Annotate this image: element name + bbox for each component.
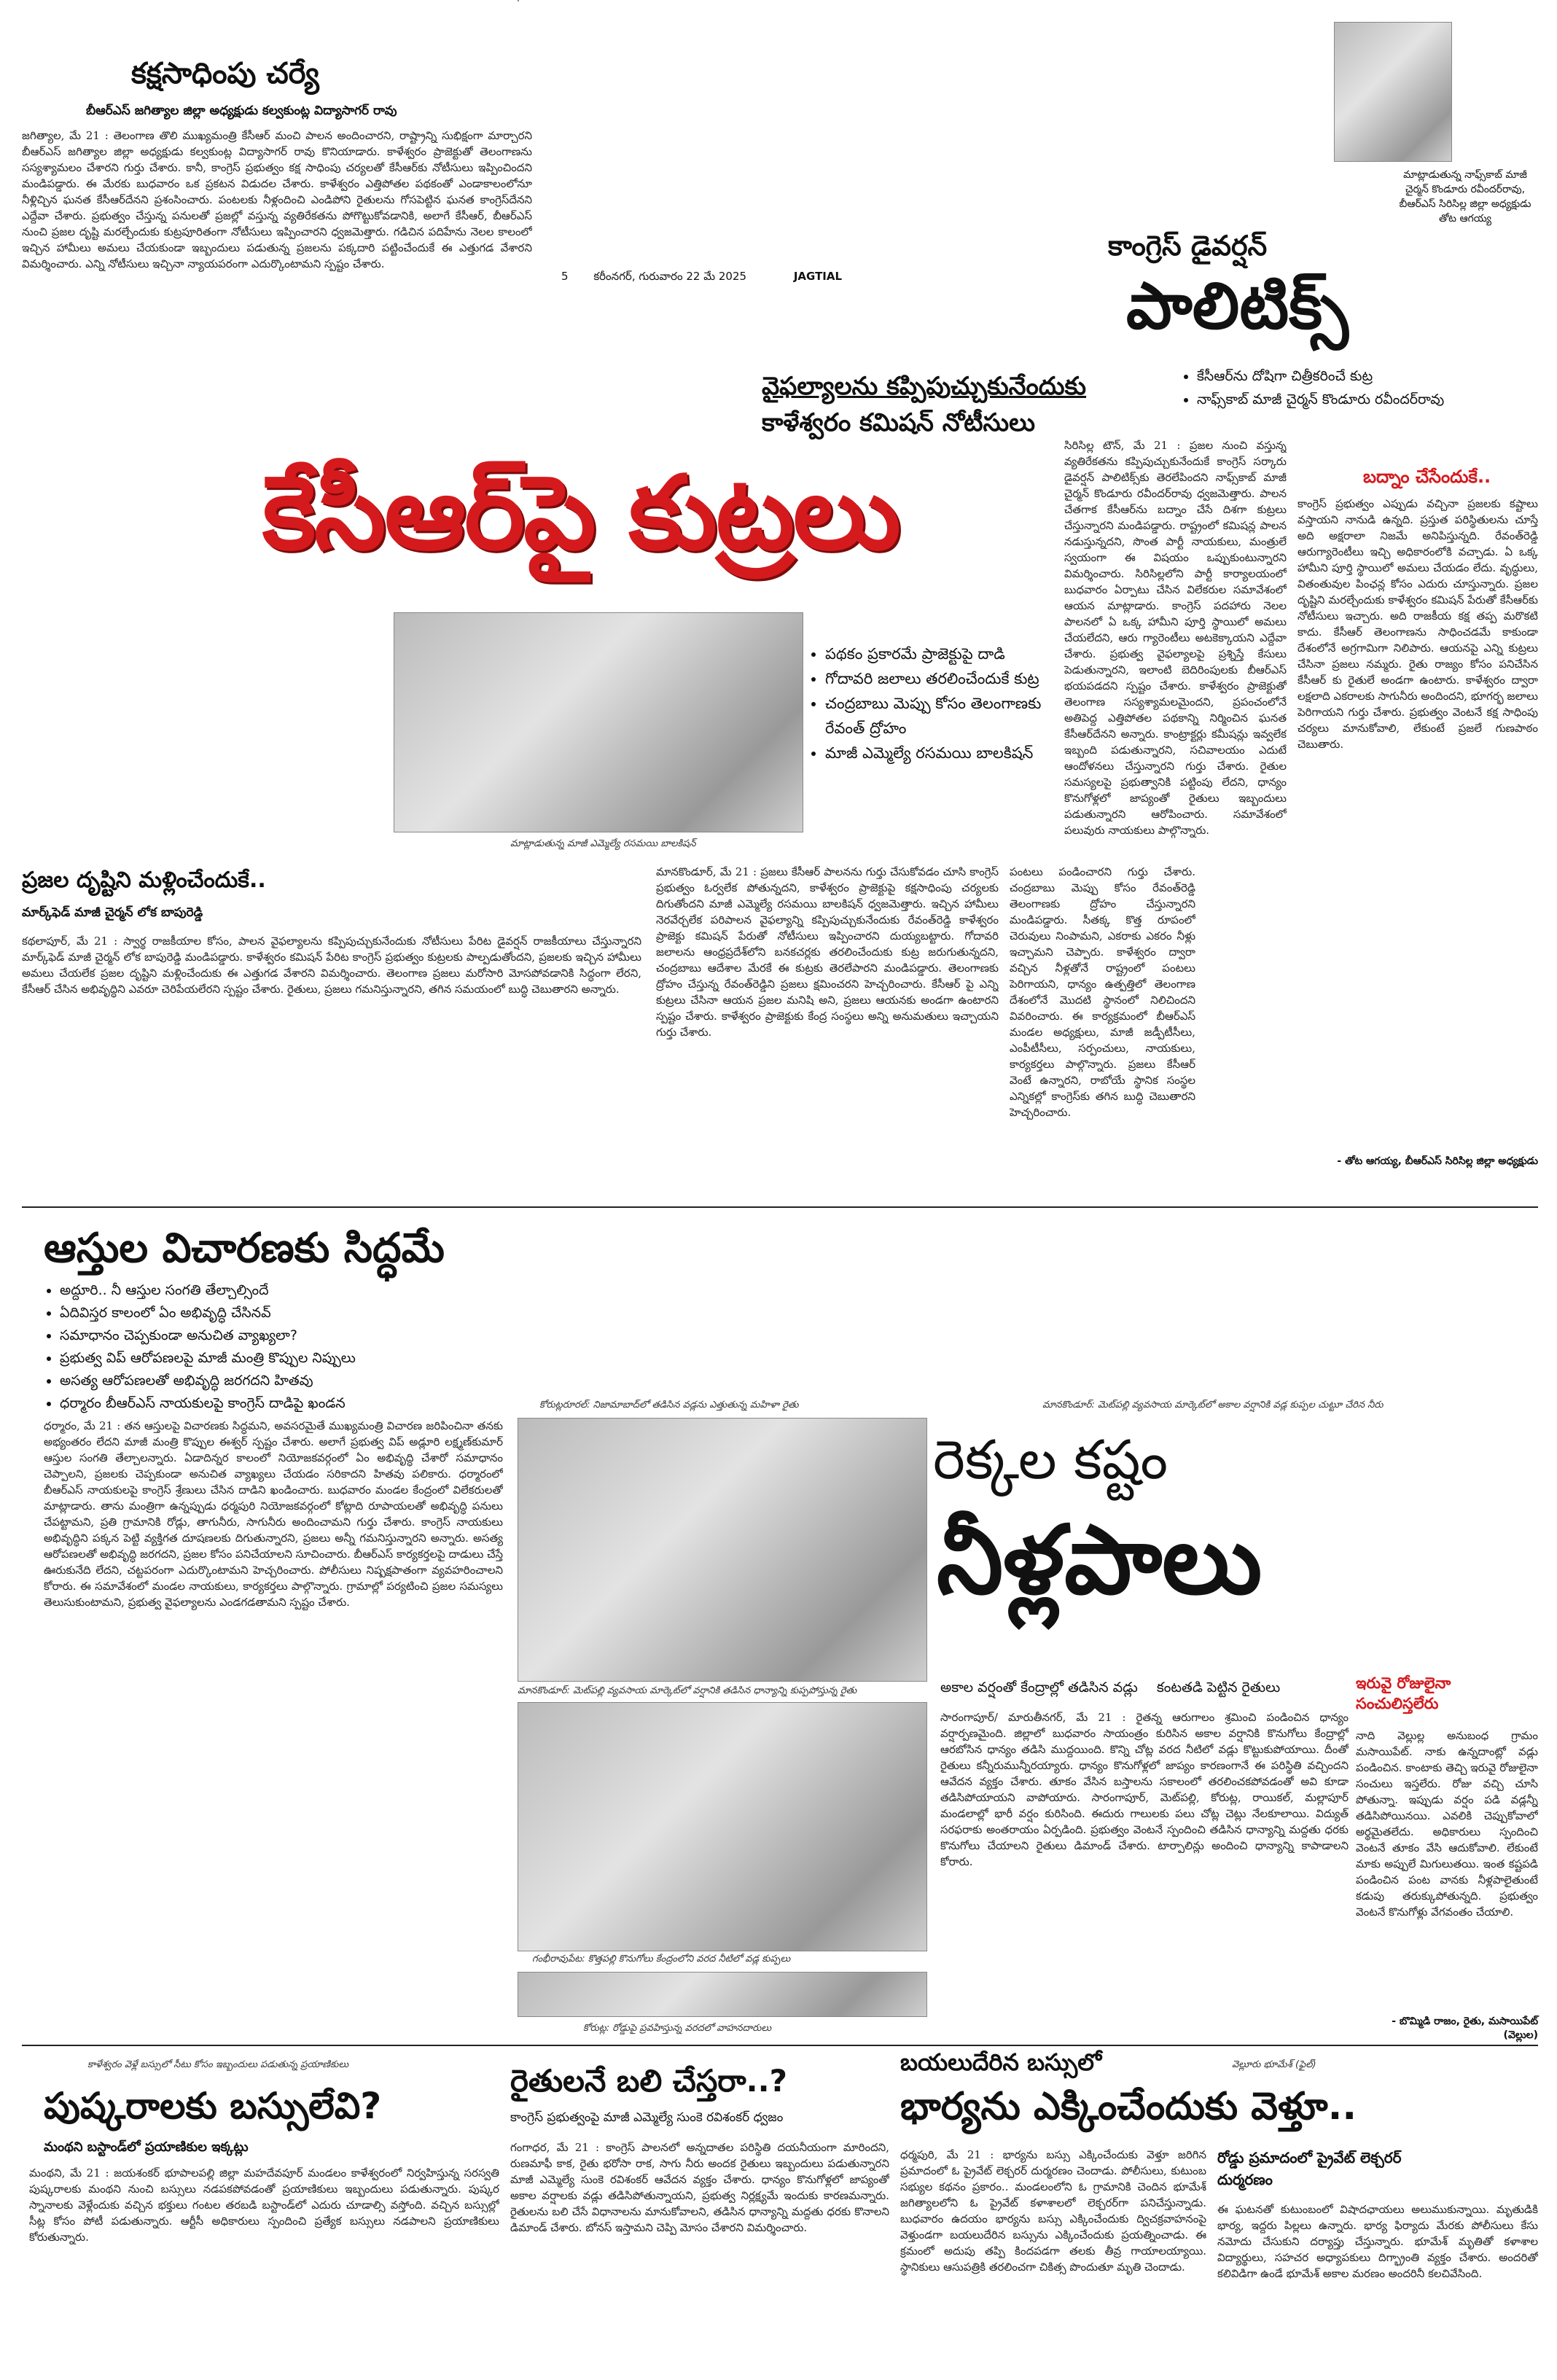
story6-body: సారంగాపూర్/ మారుతీనగర్, మే 21 : రైతన్న ఆరుగాలం శ్రమించి పండించిన ధాన్యం వర్షార్పణమైంది. జిల్లాలో బుధవారం సాయంత్రం కురిసిన అకాల వర్షానికి కొనుగోలు కేంద్రాల్లో ఆరబోసిన ధాన్యం తడిసి ముద్దయింది. కొన్ని చోట్ల వరద నీటిలో వడ్లు కొట్టుకుపోయాయి. దీంతో రైతులు కన్నీరుమున్నీరయ్యారు. ధాన్యం కొనుగోళ్లలో జాప్యం కారణంగానే ఈ పరిస్థితి వచ్చిందని ఆవేదన వ్యక్తం చేశారు. తూకం వేసిన బస్తాలను సకాలంలో తరలించకపోవడంతో అవి కూడా తడిసిపోయాయని వాపోయారు. సారంగాపూర్, మెట్‌పల్లి, కోరుట్ల, రాయికల్, మల్లాపూర్ మండలాల్లో భారీ వర్షం కురిసింది. ఈదురు గాలులకు పలు చోట్ల చెట్లు నేలకూలాయి. విద్యుత్ సరఫరాకు అంతరాయం ఏర్పడింది. ప్రభుత్వం వెంటనే స్పందించి తడిసిన ధాన్యాన్ని మద్దతు ధరకు కొనుగోలు చేయాలని రైతులు డిమాండ్ చేశారు. టార్పాలిన్లు అందించి ధాన్యాన్ని కాపాడాలని కోరారు. xyxy=(940,1711,1349,1868)
lead-bullet: • మాజీ ఎమ్మెల్యే రసమయి బాలకిషన్ xyxy=(825,741,1066,765)
divider-1 xyxy=(22,1206,1538,1208)
story10-side-head: రోడ్డు ప్రమాదంలో ప్రైవేట్ లెక్చరర్ దుర్మరణం xyxy=(1217,2149,1402,2188)
story5-headline: ఆస్తుల విచారణకు సిద్ధమే xyxy=(44,1225,445,1272)
page-number: 5 xyxy=(561,270,569,283)
story5-bullet: • అసత్య ఆరోపణలతో అభివృద్ధి జరగదని హితవు xyxy=(60,1370,512,1392)
lead-bullet: • పథకం ప్రకారమే ప్రాజెక్టుపై దాడి xyxy=(825,641,1066,666)
story5-bullet: • సమాధానం చెప్పకుండా అనుచిత వ్యాఖ్యలా? xyxy=(60,1324,512,1347)
story4-body: కాంగ్రెస్ ప్రభుత్వం ఎప్పుడు వచ్చినా ప్రజలకు కష్టాలు వస్తాయని నానుడి ఉన్నది. ప్రస్తుత పరిస్థితులను చూస్తే అది అక్షరాలా నిజమే అనిపిస్తున్నది. రేవంత్‌రెడ్డి ఆరుగ్యారెంటీలు ఇచ్చి అధికారంలోకి వచ్చాడు. ఏ ఒక్క హామీని పూర్తి స్థాయిలో అమలు చేయడం లేదు. వృద్ధులు, వితంతువుల పింఛన్ల కోసం ఎదురు చూస్తున్నారు. ప్రజల దృష్టిని మరల్చేందుకు కాళేశ్వరం కమిషన్ పేరుతో కేసీఆర్‌కు నోటీసులు ఇచ్చారు. అది రాజకీయ కక్ష తప్ప మరొకటి కాదు. కేసీఆర్ తెలంగాణను సాధించడమే కాకుండా దేశంలోనే అగ్రగామిగా నిలిపారు. ఆయనపై ఎన్ని కుట్రలు చేసినా ప్రజలు నమ్మరు. రైతు రాజ్యం కోసం పనిచేసిన కేసీఆర్ కు రైతులే అండగా ఉంటారు. కాళేశ్వరం ద్వారా లక్షలాది ఎకరాలకు సాగునీరు అందిందని, భూగర్భ జలాలు పెరిగాయని గుర్తు చేశారు. ప్రభుత్వం వెంటనే కక్ష సాధింపు చర్యలు మానుకోవాలి, లేకుంటే ప్రజలే గుణపాఠం చెబుతారు. xyxy=(1298,497,1538,751)
story3-photo xyxy=(1334,22,1452,162)
story2-headline: ప్రజల దృష్టిని మళ్లించేందుకే.. xyxy=(22,867,266,893)
story9-byline: కాంగ్రెస్ ప్రభుత్వంపై మాజీ ఎమ్మెల్యే సుంకె రవిశంకర్ ధ్వజం xyxy=(510,2110,784,2125)
story6-caption-5: కోరుట్ల: రోడ్డుపై ప్రవహిస్తున్న వరదలో వాహనదారులు xyxy=(583,2023,772,2034)
story1-byline: బీఆర్ఎస్ జగిత్యాల జిల్లా అధ్యక్షుడు కల్వకుంట్ల విద్యాసాగర్ రావు xyxy=(86,104,397,118)
story3-side-caption: మాట్లాడుతున్న నాఫ్స్‌కాబ్ మాజీ చైర్మన్ కొండూరు రవీందర్‌రావు, బీఆర్ఎస్ సిరిసిల్ల జిల్లా అధ్యక్షుడు తోట ఆగయ్య xyxy=(1399,169,1531,225)
story6-photo-1 xyxy=(518,1418,927,1682)
lead-body-2: పంటలు పండించారని గుర్తు చేశారు. చంద్రబాబు మెప్పు కోసం రేవంత్‌రెడ్డి తెలంగాణకు ద్రోహం చేస్తున్నారని మండిపడ్డారు. సీతక్క కొత్త రూపంలో చెరువులు నింపామని, ఎకరాకు ఎకరం నీళ్లు ఇచ్చామని చెప్పారు. కాళేశ్వరం ద్వారా వచ్చిన నీళ్లతోనే రాష్ట్రంలో పంటలు పెరిగాయని, ధాన్యం ఉత్పత్తిలో తెలంగాణ దేశంలోనే మొదటి స్థానంలో నిలిచిందని వివరించారు. ఈ కార్యక్రమంలో బీఆర్ఎస్ మండల అధ్యక్షులు, మాజీ జడ్పీటీసీలు, ఎంపీటీసీలు, సర్పంచులు, నాయకులు, కార్యకర్తలు పాల్గొన్నారు. ప్రజలు కేసీఆర్ వెంటే ఉన్నారని, రాబోయే స్థానిక సంస్థల ఎన్నికల్లో కాంగ్రెస్‌కు తగిన బుద్ధి చెబుతారని హెచ్చరించారు. xyxy=(1010,865,1195,1119)
story6-photo-1 xyxy=(518,0,519,1)
story6-bullet: అకాల వర్షంతో కేంద్రాల్లో తడిసిన వడ్లు xyxy=(940,1679,1138,1696)
story5-bullet: • ప్రభుత్వ విప్ ఆరోపణలపై మాజీ మంత్రి కొప్పుల నిప్పులు xyxy=(60,1347,512,1370)
story9-headline: రైతులనే బలి చేస్తరా..? xyxy=(510,2063,787,2099)
lead-photo-caption: మాట్లాడుతున్న మాజీ ఎమ్మెల్యే రసమయి బాలకిషన్ xyxy=(510,838,696,849)
story4-sign: - తోట ఆగయ్య, బీఆర్ఎస్ సిరిసిల్ల జిల్లా అధ్యక్షుడు xyxy=(1337,1155,1538,1167)
story5-bullets xyxy=(44,1279,512,1415)
story6-caption-2: మానకొండూర్: మెట్‌పల్లి వ్యవసాయ మార్కెట్‌లో అకాల వర్షానికి వడ్ల కుప్పల చుట్టూ చేరిన నీరు xyxy=(1042,1400,1384,1411)
lead-bullet: • గోదావరి జలాలు తరలించేందుకే కుట్ర xyxy=(825,666,1066,691)
story5-bullet: • అద్దూరి.. నీ ఆస్తుల సంగతి తేల్చాల్సిందే xyxy=(60,1279,512,1302)
lead-headline: కేసీఆర్‌పై కుట్రలు xyxy=(262,454,900,573)
lead-kicker-1: వైఫల్యాలను కప్పిపుచ్చుకునేందుకు xyxy=(762,372,1087,401)
story8-kicker: కాళేశ్వరం వెళ్లే బస్సులో సీటు కోసం ఇబ్బందులు పడుతున్న ప్రయాణికులు xyxy=(87,2059,349,2070)
story7-body: నాది వెల్లుల్ల అనుబంధ గ్రామం మసాయిపేట్. నాకు ఉన్నదాంట్లో వడ్లు పండించిన. కాంటాకు తెచ్చి ఇరువై రోజులైనా సంచులు ఇస్తలేరు. రోజు వచ్చి చూసి పోతున్నా. ఇప్పుడు వర్షం పడి వడ్లన్నీ తడిసిపోయినయి. ఎవలికి చెప్పుకోవాలో అర్థమైతలేదు. అధికారులు స్పందించి వెంటనే తూకం వేసి ఆదుకోవాలి. లేకుంటే మాకు అప్పులే మిగులుతయి. ఇంత కష్టపడి పండించిన పంట వానకు నీళ్లపాలైతుంటే కడుపు తరుక్కుపోతున్నది. ప్రభుత్వం వెంటనే కొనుగోళ్లు వేగవంతం చేయాలి. xyxy=(1356,1729,1538,1919)
lead-body-1: మానకొండూర్, మే 21 : ప్రజలు కేసీఆర్ పాలనను గుర్తు చేసుకోవడం చూసి కాంగ్రెస్ ప్రభుత్వం ఓర్వలేక పోతున్నదని, కాళేశ్వరం ప్రాజెక్టుపై కక్షసాధింపు చర్యలకు దిగుతోందని మాజీ ఎమ్మెల్యే రసమయి బాలకిషన్ ధ్వజమెత్తారు. ఇచ్చిన హామీలు నెరవేర్చలేక పరిపాలన వైఫల్యాన్ని కప్పిపుచ్చుకునేందుకు రేవంత్‌రెడ్డి కాళేశ్వరం ప్రాజెక్టు కమిషన్ పేరుతో నోటీసులు ఇప్పించారని దుయ్యబట్టారు. గోదావరి జలాలను ఆంధ్రప్రదేశ్‌లోని బనకచర్లకు తరలించేందుకు కుట్ర జరుగుతున్నదని, చంద్రబాబు ఆదేశాల మేరకే ఈ కుట్రకు తెరలేపారని మండిపడ్డారు. తెలంగాణకు ద్రోహం చేస్తున్న రేవంత్‌రెడ్డిని ప్రజలు క్షమించరని హెచ్చరించారు. కేసీఆర్ పై ఎన్ని కుట్రలు చేసినా ఆయన ప్రజల మనిషి అని, ప్రజలు ఆయనకు అండగా ఉంటారని స్పష్టం చేశారు. కాళేశ్వరం ప్రాజెక్టుకు కేంద్ర సంస్థలు అన్ని అనుమతులు ఇచ్చాయని గుర్తు చేశారు. xyxy=(656,865,999,1039)
story8-headline: పుష్కరాలకు బస్సులేవి? xyxy=(44,2085,382,2127)
story6-caption-3: మానకొండూర్: మెట్‌పల్లి వ్యవసాయ మార్కెట్‌లో వర్షానికి తడిసిన ధాన్యాన్ని కుప్పపోస్తున్న రైతు xyxy=(518,1685,857,1696)
story10-headline: భార్యను ఎక్కించేందుకు వెళ్తూ.. xyxy=(900,2085,1357,2129)
story6-caption-1: కోరుట్లరూరల్: నిజామాబాద్‌లో తడిసిన వడ్లను ఎత్తుతున్న మహిళా రైతు xyxy=(539,1400,799,1411)
story10-photo-caption: వెల్లూరు భూమేశ్ (ఫైల్) xyxy=(1232,2059,1316,2070)
story2-body: కథలాపూర్, మే 21 : స్వార్థ రాజకీయాల కోసం, పాలన వైఫల్యాలను కప్పిపుచ్చుకునేందుకు నోటీసులు పేరిట డైవర్షన్ రాజకీయాలు చేస్తున్నారని మార్క్‌ఫెడ్ మాజీ చైర్మన్ లోక బాపురెడ్డి మండిపడ్డారు. కాళేశ్వరం కమిషన్ పేరిట కాంగ్రెస్ ప్రభుత్వం కుట్రలకు పాల్పడుతోందని, ప్రజలకు ఇచ్చిన హామీలు అమలు చేయలేక ప్రజల దృష్టిని మళ్లించేందుకు ఈ ఎత్తుగడ వేశారని విమర్శించారు. తెలంగాణ ప్రజలు మరోసారి మోసపోవడానికి సిద్ధంగా లేరని, కేసీఆర్ చేసిన అభివృద్ధిని ఎవరూ చెరిపేయలేరని స్పష్టం చేశారు. రైతులు, ప్రజలు గమనిస్తున్నారని, తగిన సమయంలో బుద్ధి చెబుతారని అన్నారు. xyxy=(22,935,641,996)
story6-photo-3 xyxy=(518,1972,927,2017)
story3-bullets xyxy=(1181,364,1554,411)
story1-body: జగిత్యాల, మే 21 : తెలంగాణ తొలి ముఖ్యమంత్రి కేసీఆర్ మంచి పాలన అందించారని, రాష్ట్రాన్ని సుభిక్షంగా మార్చారని బీఆర్ఎస్ జగిత్యాల జిల్లా అధ్యక్షుడు కల్వకుంట్ల విద్యాసాగర్ రావు కొనియాడారు. కాళేశ్వరం ప్రాజెక్టుతో తెలంగాణను సస్యశ్యామలం చేశారని గుర్తు చేశారు. కానీ, కాంగ్రెస్ ప్రభుత్వం కక్ష సాధింపు చర్యలతో కేసీఆర్‌కు నోటీసులు ఇప్పించిందని మండిపడ్డారు. ఈ మేరకు బుధవారం ఒక ప్రకటన విడుదల చేశారు. కాళేశ్వరం ఎత్తిపోతల పథకంతో ఎండాకాలంలోనూ నీళ్లిచ్చిన ఘనత కేసీఆర్‌దేనని ప్రశంసించారు. పంటలకు నీళ్లందించి ఎండిపోని రైతులను గోసపెట్టిన ఘనత కాంగ్రెస్‌దేనని ఎద్దేవా చేశారు. ప్రభుత్వం చేస్తున్న పనులతో ప్రజల్లో వస్తున్న వ్యతిరేకతను పోగొట్టుకోవడానికి, అలాగే కేసీఆర్, బీఆర్ఎస్ నుంచి ప్రజల దృష్టి మరల్చేందుకు కుట్రపూరితంగా నోటీసులు ఇప్పించారని ధ్వజమెత్తారు. గడిచిన పదిహేను నెలల కాలంలో ఇచ్చిన హామీలు అమలు చేయకుండా ఇబ్బందులు పడుతున్న ప్రజలను పక్కదారి పట్టించేందుకే ఈ ఎత్తుగడ వేశారని విమర్శించారు. ఎన్ని నోటీసులు ఇచ్చినా న్యాయపరంగా ఎదుర్కొంటామని స్పష్టం చేశారు. xyxy=(22,129,532,270)
story1-headline: కక్షసాధింపు చర్యే xyxy=(131,57,319,90)
divider-2 xyxy=(22,2045,1538,2046)
story7-headline: ఇరువై రోజులైనా సంచులిస్తలేరు xyxy=(1356,1674,1451,1712)
story6-headline: నీళ్లపాలు xyxy=(937,1505,1263,1615)
story8-byline: మంథని బస్టాండ్‌లో ప్రయాణికుల ఇక్కట్లు xyxy=(44,2139,249,2155)
story6-bullets xyxy=(940,1677,1349,1698)
story5-bullet: • ధర్మారం బీఆర్ఎస్ నాయకులపై కాంగ్రెస్ దాడిపై ఖండన xyxy=(60,1392,512,1415)
dateline: కరీంనగర్, గురువారం 22 మే 2025 xyxy=(593,270,747,283)
masthead xyxy=(561,270,999,292)
story9-body: గంగాధర, మే 21 : కాంగ్రెస్ పాలనలో అన్నదాతల పరిస్థితి దయనీయంగా మారిందని, రుణమాఫీ కాక, రైతు భరోసా రాక, సాగు నీరు అందక రైతులు ఇబ్బందులు పడుతున్నారని మాజీ ఎమ్మెల్యే సుంకె రవిశంకర్ ఆవేదన వ్యక్తం చేశారు. ధాన్యం కొనుగోళ్లలో జాప్యంతో అకాల వర్షాలకు వడ్లు తడిసిపోతున్నాయని, ప్రభుత్వ నిర్లక్ష్యమే ఇందుకు కారణమన్నారు. రైతులను బలి చేసే విధానాలను మానుకోవాలని, తడిసిన ధాన్యాన్ని మద్దతు ధరకు కొనాలని డిమాండ్ చేశారు. బోనస్ ఇస్తామని చెప్పి మోసం చేశారని విమర్శించారు. xyxy=(510,2141,889,2234)
story3-bullet: • నాఫ్స్‌కాబ్ మాజీ చైర్మన్ కొండూరు రవీందర్‌రావు xyxy=(1197,388,1554,411)
lead-kicker-2: కాళేశ్వరం కమిషన్ నోటీసులు xyxy=(762,408,1035,437)
story5-body: ధర్మారం, మే 21 : తన ఆస్తులపై విచారణకు సిద్ధమని, అవసరమైతే ముఖ్యమంత్రి విచారణ జరిపించినా తనకు అభ్యంతరం లేదని మాజీ మంత్రి కొప్పుల ఈశ్వర్ స్పష్టం చేశారు. అలాగే ప్రభుత్వ విప్ అడ్లూరి లక్ష్మణ్‌కుమార్ ఆస్తుల సంగతి తేల్చాలన్నారు. ఏడాదిన్నర కాలంలో నియోజకవర్గంలో ఏం అభివృద్ధి చేశారో సమాధానం చెప్పాలని, ప్రజలకు చెప్పకుండా అనుచిత వ్యాఖ్యలు చేయడం సరికాదని హితవు పలికారు. ధర్మారంలో బీఆర్ఎస్ నాయకులపై కాంగ్రెస్ శ్రేణులు చేసిన దాడిని ఖండించారు. బుధవారం మండల కేంద్రంలో విలేకరులతో మాట్లాడారు. తాను మంత్రిగా ఉన్నప్పుడు ధర్మపురి నియోజకవర్గంలో కోట్లాది రూపాయలతో అభివృద్ధి పనులు చేపట్టామని, ప్రతి గ్రామానికి రోడ్లు, తాగునీరు, సాగునీరు అందించామని గుర్తు చేశారు. కాంగ్రెస్ నాయకులు అభివృద్ధిని పక్కన పెట్టి వ్యక్తిగత దూషణలకు దిగుతున్నారని, ప్రజలు అన్నీ గమనిస్తున్నారని అన్నారు. అసత్య ఆరోపణలతో అభివృద్ధి జరగదని, ప్రజల కోసం పనిచేయాలని సూచించారు. బీఆర్ఎస్ కార్యకర్తలపై దాడులు చేస్తే ఊరుకునేది లేదని, చట్టపరంగా ఎదుర్కొంటామని హెచ్చరించారు. పోలీసులు నిష్పక్షపాతంగా వ్యవహరించాలని కోరారు. ఈ సమావేశంలో మండల నాయకులు, కార్యకర్తలు పాల్గొన్నారు. గ్రామాల్లో పర్యటించి ప్రజల సమస్యలు తెలుసుకుంటామని, ప్రభుత్వ వైఫల్యాలను ఎండగడతామని స్పష్టం చేశారు. xyxy=(44,1419,503,1609)
story4-headline: బద్నాం చేసేందుకే.. xyxy=(1363,467,1491,487)
story10-kicker: బయలుదేరిన బస్సులో xyxy=(900,2048,1102,2076)
story7-sign: - బొమ్మిడి రాజం, రైతు, మసాయిపేట్ (వెల్లుల) xyxy=(1392,2016,1538,2041)
story5-bullet: • ఏదివిస్తర కాలంలో ఏం అభివృద్ధి చేసినవ్ xyxy=(60,1302,512,1324)
story10-body-2: ఈ ఘటనతో కుటుంబంలో విషాదఛాయలు అలుముకున్నాయి. మృతుడికి భార్య, ఇద్దరు పిల్లలు ఉన్నారు. భార్య ఫిర్యాదు మేరకు పోలీసులు కేసు నమోదు చేసుకుని దర్యాప్తు చేస్తున్నారు. భూమేశ్ మృతితో కళాశాల విద్యార్థులు, సహచర అధ్యాపకులు దిగ్భ్రాంతి వ్యక్తం చేశారు. అందరితో కలివిడిగా ఉండే భూమేశ్ అకాల మరణం అందరినీ కలచివేసింది. xyxy=(1217,2203,1538,2280)
story3-body: సిరిసిల్ల టౌన్, మే 21 : ప్రజల నుంచి వస్తున్న వ్యతిరేకతను కప్పిపుచ్చుకునేందుకే కాంగ్రెస్ సర్కారు డైవర్షన్ పాలిటిక్స్‌కు తెరలేపిందని నాఫ్స్‌కాబ్ మాజీ చైర్మన్ కొండూరు రవీందర్‌రావు ధ్వజమెత్తారు. పాలన చేతగాక కేసీఆర్‌ను బద్నాం చేసే దిశగా కుట్రలు చేస్తున్నారని మండిపడ్డారు. రాష్ట్రంలో కమిషన్ల పాలన నడుస్తున్నదని, సొంత పార్టీ నాయకులు, మంత్రులే స్వయంగా ఈ విషయం ఒప్పుకుంటున్నారని విమర్శించారు. సిరిసిల్లలోని పార్టీ కార్యాలయంలో బుధవారం ఏర్పాటు చేసిన విలేకరుల సమావేశంలో ఆయన మాట్లాడారు. కాంగ్రెస్ పదహారు నెలల పాలనలో ఏ ఒక్క హామీని పూర్తి స్థాయిలో అమలు చేయలేదని, ఆరు గ్యారెంటీలు అటకెక్కాయని ఎద్దేవా చేశారు. ప్రభుత్వ వైఫల్యాలపై ప్రశ్నిస్తే కేసులు పెడుతున్నారని, ఇలాంటి బెదిరింపులకు బీఆర్ఎస్ భయపడదని స్పష్టం చేశారు. కాళేశ్వరం ప్రాజెక్టుతో తెలంగాణ సస్యశ్యామలమైందని, ప్రపంచంలోనే అతిపెద్ద ఎత్తిపోతల పథకాన్ని నిర్మించిన ఘనత కేసీఆర్‌దేనని అన్నారు. కాంట్రాక్టర్లు కమీషన్లు ఇవ్వలేక ఇబ్బంది పడుతున్నారని, సచివాలయం ఎదుటే ఆందోళనలు చేస్తున్నారని గుర్తు చేశారు. రైతుల సమస్యలపై ప్రభుత్వానికి పట్టింపు లేదని, ధాన్యం కొనుగోళ్లలో జాప్యంతో రైతులు ఇబ్బందులు పడుతున్నారని ఆరోపించారు. సమావేశంలో పలువురు నాయకులు పాల్గొన్నారు. xyxy=(1064,439,1287,837)
lead-bullet: • చంద్రబాబు మెప్పు కోసం తెలంగాణకు రేవంత్ ద్రోహం xyxy=(825,691,1066,741)
story8-body: మంథని, మే 21 : జయశంకర్ భూపాలపల్లి జిల్లా మహదేవపూర్ మండలం కాళేశ్వరంలో నిర్వహిస్తున్న సరస్వతి పుష్కరాలకు మంథని నుంచి బస్సులు నడపకపోవడంతో ప్రయాణికులు ఇబ్బందులు పడుతున్నారు. పుష్కర స్నానాలకు వెళ్లేందుకు వచ్చిన భక్తులు గంటల తరబడి బస్టాండ్‌లో ఎదురు చూడాల్సి వస్తోంది. వచ్చిన బస్సుల్లో సీట్ల కోసం పోటీ పడుతున్నారు. ఆర్టీసీ అధికారులు స్పందించి ప్రత్యేక బస్సులు నడపాలని ప్రయాణికులు కోరుతున్నారు. xyxy=(29,2166,499,2244)
story6-photo-2 xyxy=(518,1702,927,1951)
lead-photo xyxy=(394,612,803,832)
story3-kicker: కాంగ్రెస్ డైవర్షన్ xyxy=(1108,230,1268,262)
lead-bullets xyxy=(809,641,1066,765)
story2-byline: మార్క్‌ఫెడ్ మాజీ చైర్మన్ లోక బాపురెడ్డి xyxy=(22,905,203,920)
story3-headline: పాలిటిక్స్ xyxy=(1126,268,1349,343)
story6-caption-4: గంభీరావుపేట: కొత్తపల్లి కొనుగోలు కేంద్రంలోని వరద నీటిలో వడ్ల కుప్పలు xyxy=(532,1954,791,1965)
story3-bullet: • కేసీఆర్‌ను దోషిగా చిత్రీకరించే కుట్ర xyxy=(1197,364,1554,388)
story6-bullet: కంటతడి పెట్టిన రైతులు xyxy=(1156,1679,1281,1696)
section-name: JAGTIAL xyxy=(793,270,843,283)
story6-kicker: రెక్కల కష్టం xyxy=(933,1429,1168,1491)
story10-body-1: ధర్మపురి, మే 21 : భార్యను బస్సు ఎక్కించేందుకు వెళ్తూ జరిగిన ప్రమాదంలో ఓ ప్రైవేట్ లెక్చరర్ దుర్మరణం చెందాడు. పోలీసులు, కుటుంబ సభ్యుల కథనం ప్రకారం.. మండలంలోని ఓ గ్రామానికి చెందిన భూమేశ్ జగిత్యాలలోని ఓ ప్రైవేట్ కళాశాలలో లెక్చరర్‌గా పనిచేస్తున్నాడు. బుధవారం ఉదయం భార్యను బస్సు ఎక్కించేందుకు ద్విచక్రవాహనంపై వెళ్తుండగా బయలుదేరిన బస్సును ఎక్కించేందుకు ప్రయత్నించాడు. ఈ క్రమంలో అదుపు తప్పి కిందపడగా తలకు తీవ్ర గాయాలయ్యాయి. స్థానికులు ఆసుపత్రికి తరలించగా చికిత్స పొందుతూ మృతి చెందాడు. xyxy=(900,2148,1206,2274)
